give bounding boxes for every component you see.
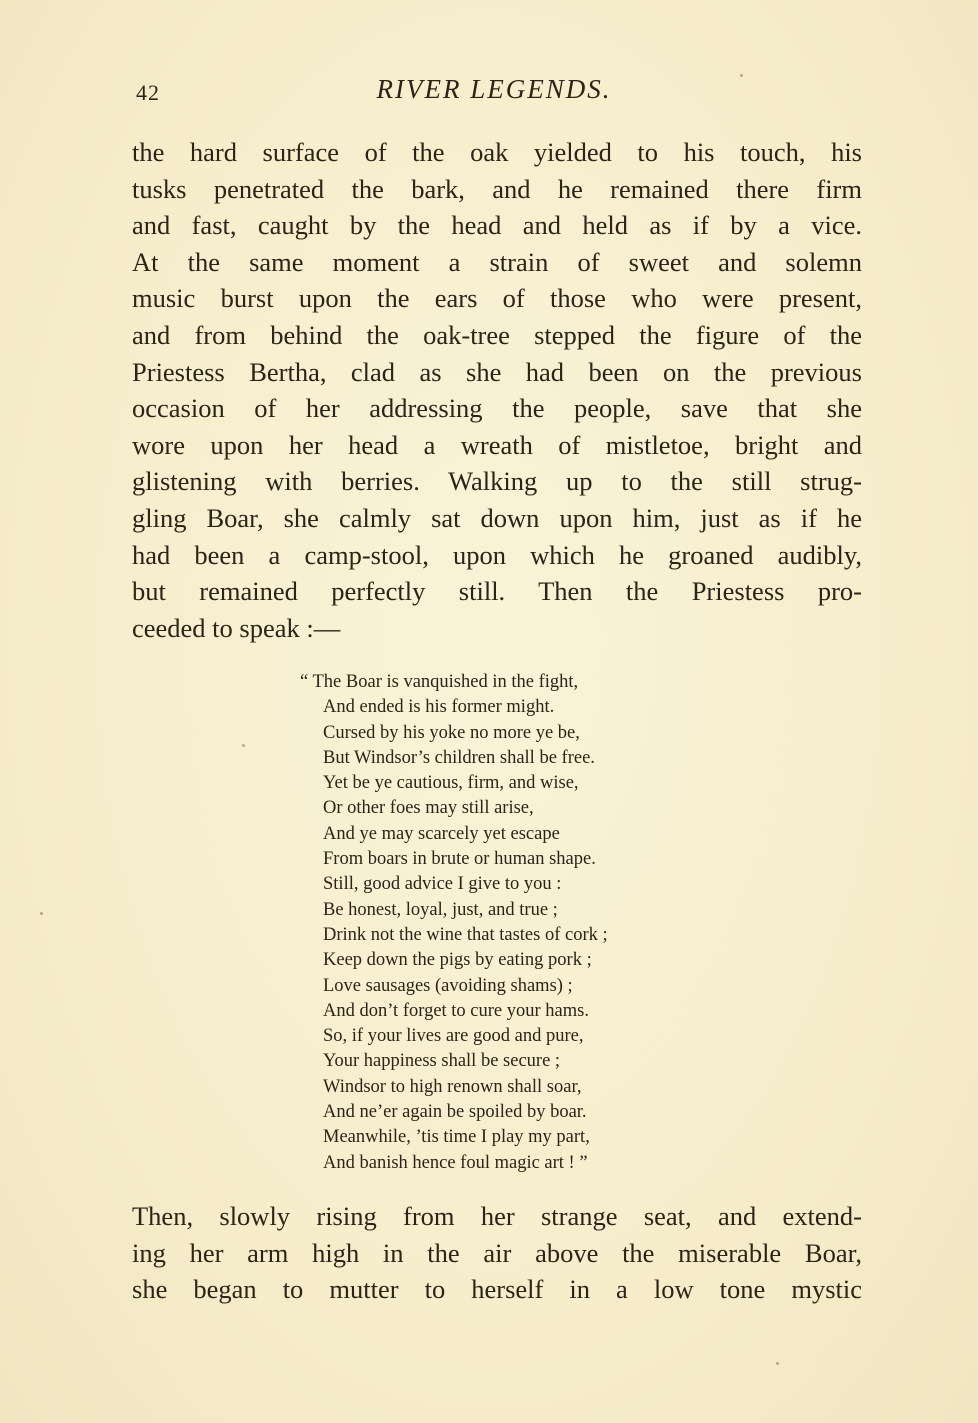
paper-speck	[776, 1362, 779, 1365]
paper-speck	[740, 74, 743, 77]
verse-line: And ye may scarcely yet escape	[323, 823, 560, 844]
text-line: glistening with berries. Walking up to the still strug-	[132, 466, 862, 497]
verse-line: And don’t forget to cure your hams.	[323, 1000, 589, 1021]
verse-line: Love sausages (avoiding shams) ;	[323, 975, 573, 996]
text-line: gling Boar, she calmly sat down upon him, just as if he	[132, 502, 862, 533]
running-head: RIVER LEGENDS.	[376, 74, 612, 104]
verse-line: Windsor to high renown shall soar,	[323, 1076, 582, 1097]
verse-line: From boars in brute or human shape.	[323, 849, 596, 870]
text-line: Then, slowly rising from her strange seat, and extend-	[132, 1201, 862, 1231]
verse-line: And ended is his former might.	[323, 697, 555, 718]
text-line: and fast, caught by the head and held as if by a vice.	[132, 210, 862, 241]
paper-speck	[242, 744, 245, 747]
verse-line: “ The Boar is vanquished in the fight,	[300, 672, 579, 692]
text-line: had been a camp-stool, upon which he groaned audibly,	[132, 539, 862, 570]
paper-speck	[40, 912, 43, 915]
verse-line: Or other foes may still arise,	[323, 798, 534, 819]
poem-verse	[300, 670, 608, 1176]
verse-line: Drink not the wine that tastes of cork ;	[323, 924, 608, 945]
text-line: occasion of her addressing the people, save that she	[132, 393, 862, 424]
text-line: tusks penetrated the bark, and he remained there firm	[132, 173, 862, 204]
page-number: 42	[136, 80, 160, 105]
text-line: and from behind the oak-tree stepped the figure of the	[132, 319, 862, 350]
text-line: music burst upon the ears of those who were present,	[132, 283, 862, 314]
text-line: the hard surface of the oak yielded to his touch, his	[132, 137, 862, 167]
verse-line: Be honest, loyal, just, and true ;	[323, 899, 558, 920]
text-line: ceeded to speak :—	[132, 612, 341, 643]
verse-line: So, if your lives are good and pure,	[323, 1026, 584, 1047]
verse-line: And banish hence foul magic art ! ”	[323, 1152, 588, 1173]
verse-line: Cursed by his yoke no more ye be,	[323, 722, 580, 743]
verse-line: Your happiness shall be secure ;	[323, 1051, 561, 1072]
text-line: At the same moment a strain of sweet and solemn	[132, 246, 862, 277]
verse-line: But Windsor’s children shall be free.	[323, 747, 595, 768]
text-line: but remained perfectly still. Then the Priestess pro-	[132, 576, 862, 607]
text-line: Priestess Bertha, clad as she had been on the previous	[132, 356, 862, 387]
text-line: wore upon her head a wreath of mistletoe, bright and	[132, 429, 862, 460]
verse-line: And ne’er again be spoiled by boar.	[323, 1102, 587, 1123]
text-line: she began to mutter to herself in a low tone mystic	[132, 1274, 862, 1305]
verse-line: Still, good advice I give to you :	[323, 874, 562, 895]
text-line: ing her arm high in the air above the miserable Boar,	[132, 1237, 862, 1268]
verse-line: Meanwhile, ’tis time I play my part,	[323, 1127, 590, 1148]
verse-line: Yet be ye cautious, firm, and wise,	[323, 773, 579, 794]
paragraph-2	[132, 1198, 862, 1308]
verse-line: Keep down the pigs by eating pork ;	[323, 950, 592, 971]
paragraph-1	[132, 134, 862, 646]
